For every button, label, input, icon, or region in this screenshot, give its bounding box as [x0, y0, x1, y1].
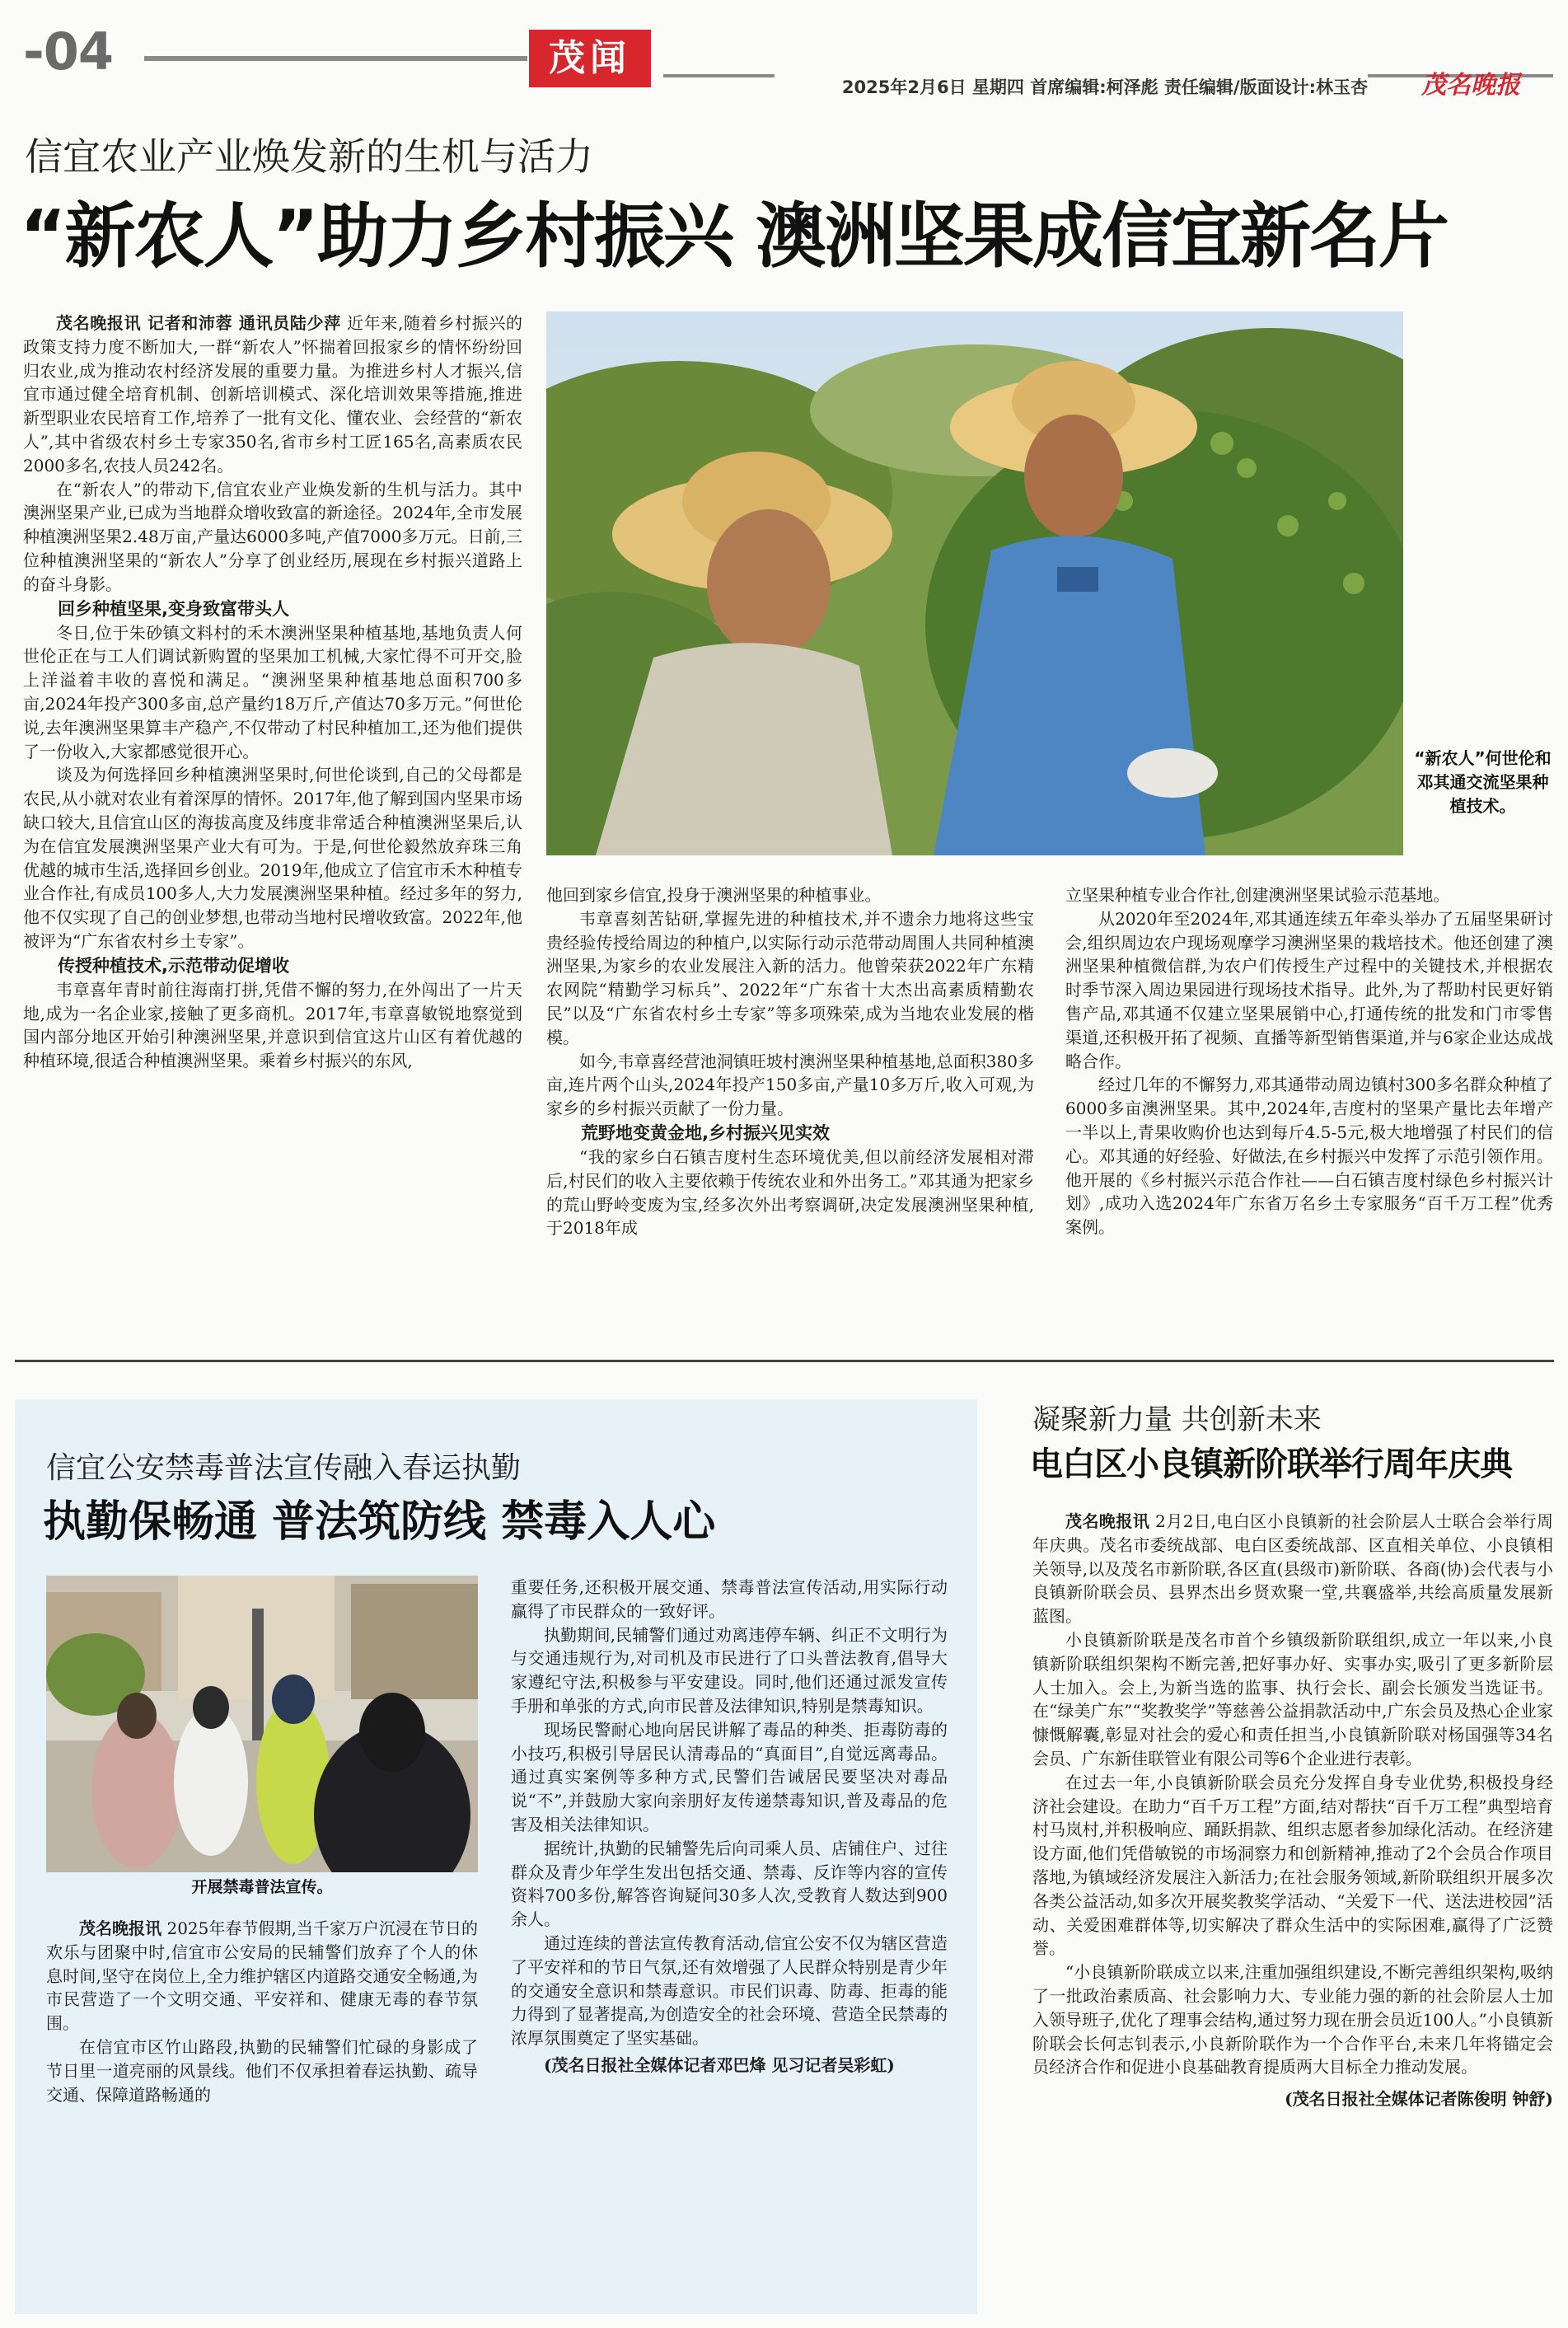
- paragraph: 如今,韦章喜经营池洞镇旺坡村澳洲坚果种植基地,总面积380多亩,连片两个山头,2024年投产150多亩,产量10多万斤,收入可观,为家乡的乡村振兴贡献了一份力量。: [546, 1051, 1034, 1119]
- byline: 茂名晚报讯 记者和沛蓉 通讯员陆少萍: [56, 313, 341, 333]
- article3-kicker: 凝聚新力量 共创新未来: [1032, 1403, 1322, 1436]
- paragraph: 小良镇新阶联是茂名市首个乡镇级新阶联组织,成立一年以来,小良镇新阶联组织架构不断完善,把好事办好、实事办实,吸引了更多新阶层人士加入。会上,为新当选的监事、执行会长、副会长颁发当选证书。在“绿美广东”“奖教奖学”等慈善公益捐款活动中,广东会员及热心企业家慷慨解囊,彰显对社会的爱心和责任担当,小良镇新阶联对杨国强等34名会员、广东新佳联管业有限公司等6个企业进行表彰。: [1032, 1629, 1553, 1768]
- subheading: 传授种植技术,示范带动促增收: [58, 955, 289, 976]
- paragraph: 据统计,执勤的民辅警先后向司乘人员、店铺住户、过往群众及青少年学生发出包括交通、禁毒、反诈等内容的宣传资料700多份,解答咨询疑问30多人次,受教育人数达到900余人。: [511, 1838, 948, 1930]
- paragraph: 在“新农人”的带动下,信宜农业产业焕发新的生机与活力。其中澳洲坚果产业,已成为当地群众增收致富的新途径。2024年,全市发展种植澳洲坚果2.48万亩,产量达6000多吨,产值7000多万元。日前,三位种植澳洲坚果的“新农人”分享了创业经历,展现在乡村振兴道路上的奋斗身影。: [23, 479, 522, 594]
- article2-credit: (茂名日报社全媒体记者邓巴烽 见习记者吴彩虹): [544, 2054, 895, 2075]
- paragraph: 经过几年的不懈努力,邓其通带动周边镇村300多名群众种植了6000多亩澳洲坚果。其中,2024年,吉度村的坚果产量比去年增产一半以上,青果收购价也达到每斤4.5-5元,极大地增强了村民们的信心。邓其通的好经验、好做法,在乡村振兴中发挥了示范引领作用。他开展的《乡村振兴示范合作社——白石镇吉度村绿色乡村振兴计划》,成功入选2024年广东省万名乡土专家服务“百千万工程”优秀案例。: [1065, 1075, 1553, 1238]
- paragraph: “小良镇新阶联成立以来,注重加强组织建设,不断完善组织架构,吸纳了一批政治素质高、社会影响力大、专业能力强的新的社会阶层人士加入领导班子,优化了理事会结构,通过努力现在册会员近100人。”小良镇新阶联会长何志钊表示,小良新阶联作为一个合作平台,未来几年将锚定会员经济合作和促进小良基础教育提质两大目标全力推动发展。: [1032, 1962, 1553, 2077]
- issue-line: 2025年2月6日 星期四 首席编辑:柯泽彪 责任编辑/版面设计:林玉杏: [775, 73, 1368, 102]
- paragraph: 韦章喜年青时前往海南打拼,凭借不懈的努力,在外闯出了一片天地,成为一名企业家,接触了更多商机。2017年,韦章喜敏锐地察觉到国内部分地区开始引种澳洲坚果,并意识到信宜这片山区有着优越的种植环境,很适合种植澳洲坚果。乘着乡村振兴的东风,: [23, 979, 522, 1071]
- byline: 茂名晚报讯: [1065, 1511, 1150, 1531]
- paper-logo: 茂名晚报: [1421, 71, 1520, 100]
- paragraph: 谈及为何选择回乡种植澳洲坚果时,何世伦谈到,自己的父母都是农民,从小就对农业有着深厚的情怀。2017年,他了解到国内坚果市场缺口较大,且信宜山区的海拔高度及纬度非常适合种植澳洲坚果后,认为在信宜发展澳洲坚果产业大有可为。于是,何世伦毅然放弃珠三角优越的城市生活,选择回乡创业。2019年,他成立了信宜市禾木种植专业合作社,有成员100多人,大力发展澳洲坚果种植。经过多年的努力,他不仅实现了自己的创业梦想,也带动当地村民增收致富。2022年,他被评为“广东省农村乡土专家”。: [23, 765, 522, 951]
- paragraph: 冬日,位于朱砂镇文料村的禾木澳洲坚果种植基地,基地负责人何世伦正在与工人们调试新购置的坚果加工机械,大家忙得不可开交,脸上洋溢着丰收的喜悦和满足。“澳洲坚果种植基地总面积700多亩,2024年投产300多亩,总产量约18万斤,产值达70多万元。”何世伦说,去年澳洲坚果算丰产稳产,不仅带动了村民种植加工,还为他们提供了一份收入,大家都感觉很开心。: [23, 622, 522, 761]
- paragraph: 重要任务,还积极开展交通、禁毒普法宣传活动,用实际行动赢得了市民群众的一致好评。: [511, 1577, 948, 1621]
- paragraph: “我的家乡白石镇吉度村生态环境优美,但以前经济发展相对滞后,村民们的收入主要依赖于传统农业和外出务工。”邓其通为把家乡的荒山野岭变废为宝,经多次外出考察调研,决定发展澳洲坚果种植,于2018年成: [546, 1146, 1034, 1239]
- article2-photo-caption: 开展禁毒普法宣传。: [191, 1878, 333, 1896]
- paragraph: 茂名晚报讯 2月2日,电白区小良镇新的社会阶层人士联合会举行周年庆典。茂名市委统战部、电白区委统战部、区直相关单位、小良镇相关领导,以及茂名市新阶联,各区直(县级市)新阶联、各商(协)会代表与小良镇新阶联会员、县界杰出乡贤欢聚一堂,共襄盛举,共绘高质量发展新蓝图。: [1032, 1511, 1554, 1627]
- masthead-rule-left: [144, 56, 527, 61]
- article2-photo: [46, 1576, 478, 1872]
- paragraph: 执勤期间,民辅警们通过劝离违停车辆、纠正不文明行为与交通违规行为,对司机及市民进行了口头普法教育,倡导大家遵纪守法,积极参与平安建设。同时,他们还通过派发宣传手册和单张的方式,向市民普及法律知识,特别是禁毒知识。: [511, 1624, 948, 1716]
- article2-headline: 执勤保畅通 普法筑防线 禁毒入人心: [43, 1497, 716, 1547]
- paragraph: 他回到家乡信宜,投身于澳洲坚果的种植事业。: [546, 885, 882, 905]
- article2-kicker: 信宜公安禁毒普法宣传融入春运执勤: [46, 1451, 522, 1485]
- article2-column-2: [511, 1576, 948, 2077]
- section-label: 茂闻: [529, 30, 651, 87]
- byline: 茂名晚报讯: [79, 1918, 162, 1938]
- article3-body: [1032, 1510, 1553, 2111]
- street-photo-illustration: [46, 1576, 478, 1872]
- subheading: 荒野地变黄金地,乡村振兴见实效: [581, 1122, 830, 1143]
- article3-headline: 电白区小良镇新阶联举行周年庆典: [1030, 1445, 1512, 1483]
- story-divider: [15, 1360, 1554, 1362]
- paragraph: 茂名晚报讯 2025年春节假期,当千家万户沉浸在节日的欢乐与团聚中时,信宜市公安局的民辅警们放弃了个人的休息时间,坚守在岗位上,全力维护辖区内道路交通安全畅通,为市民营造了一个文明交通、平安祥和、健康无毒的春节氛围。: [46, 1918, 479, 2034]
- article1-photo: [546, 311, 1403, 855]
- paragraph: 从2020年至2024年,邓其通连续五年牵头举办了五届坚果研讨会,组织周边农户现场观摩学习澳洲坚果的栽培技术。他还创建了澳洲坚果种植微信群,为农户们传授生产过程中的关键技术,并根据农时季节深入周边果园进行现场技术指导。此外,为了帮助村民更好销售产品,邓其通不仅建立坚果展销中心,打通传统的批发和门市零售渠道,还积极开拓了视频、直播等新型销售渠道,并与6家企业达成战略合作。: [1065, 908, 1553, 1071]
- article1-column-3: [1065, 883, 1553, 1239]
- paragraph: 在信宜市区竹山路段,执勤的民辅警们忙碌的身影成了节日里一道亮丽的风景线。他们不仅承担着春运执勤、疏导交通、保障道路畅通的: [46, 2036, 478, 2105]
- paragraph: 韦章喜刻苦钻研,掌握先进的种植技术,并不遗余力地将这些宝贵经验传授给周边的种植户,以实际行动示范带动周围人共同种植澳洲坚果,为家乡的农业发展注入新的活力。他曾荣获2022年广东精农网院“精勤学习标兵”、2022年“广东省十大杰出高素质精勤农民”以及“广东省农村乡土专家”等多项殊荣,成为当地农业发展的楷模。: [546, 908, 1034, 1047]
- article1-column-2: [546, 883, 1034, 1240]
- paragraph: 立坚果种植专业合作社,创建澳洲坚果试验示范基地。: [1065, 885, 1450, 905]
- article3-credit: (茂名日报社全媒体记者陈俊明 钟舒): [1285, 2089, 1553, 2110]
- article2-column-1: [46, 1917, 478, 2106]
- article1-photo-caption: “新农人”何世伦和邓其通交流坚果种植技术。: [1414, 748, 1552, 816]
- article1-headline: “新农人”助力乡村振兴 澳洲坚果成信宜新名片: [20, 195, 1448, 278]
- orchard-photo-illustration: [546, 311, 1403, 855]
- page-number: -04: [23, 21, 114, 82]
- paragraph: 在过去一年,小良镇新阶联会员充分发挥自身专业优势,积极投身经济社会建设。在助力“百千万工程”方面,结对帮扶“百千万工程”典型培育村马岚村,并积极响应、踊跃捐款、组织志愿者参加绿化活动。在经济建设方面,他们凭借敏锐的市场洞察力和创新精神,推动了2个会员合作项目落地,为镇域经济发展注入新活力;在社会服务领域,新阶联组织开展多次各类公益活动,如多次开展奖教奖学活动、“关爱下一代、送法进校园”活动、关爱困难群体等,切实解决了群众生活中的实际困难,赢得了广泛赞誉。: [1032, 1772, 1553, 1959]
- paragraph: 通过连续的普法宣传教育活动,信宜公安不仅为辖区营造了平安祥和的节日气氛,还有效增强了人民群众特别是青少年的交通安全意识和禁毒意识。市民们识毒、防毒、拒毒的能力得到了显著提高,为创造安全的社会环境、营造全民禁毒的浓厚氛围奠定了坚实基础。: [511, 1932, 948, 2049]
- article1-kicker: 信宜农业产业焕发新的生机与活力: [25, 134, 593, 179]
- subheading: 回乡种植坚果,变身致富带头人: [58, 598, 289, 619]
- paragraph: 茂名晚报讯 记者和沛蓉 通讯员陆少萍 近年来,随着乡村振兴的政策支持力度不断加大,一群“新农人”怀揣着回报家乡的情怀纷纷回归农业,成为推动农村经济发展的重要力量。为推进乡村人才振兴,信宜市通过健全培育机制、创新培训模式、深化培训效果等措施,推进新型职业农民培育工作,培养了一批有文化、懂农业、会经营的“新农人”,其中省级农村乡土专家350名,省市乡村工匠165名,高素质农民2000多名,农技人员242名。: [23, 313, 522, 475]
- article1-column-1: [23, 311, 522, 1073]
- paragraph: 现场民警耐心地向居民讲解了毒品的种类、拒毒防毒的小技巧,积极引导居民认清毒品的“真面目”,自觉远离毒品。通过真实案例等多种方式,民警们告诫居民要坚决对毒品说“不”,并鼓励大家向亲朋好友传递禁毒知识,普及毒品的危害及相关法律知识。: [511, 1719, 948, 1834]
